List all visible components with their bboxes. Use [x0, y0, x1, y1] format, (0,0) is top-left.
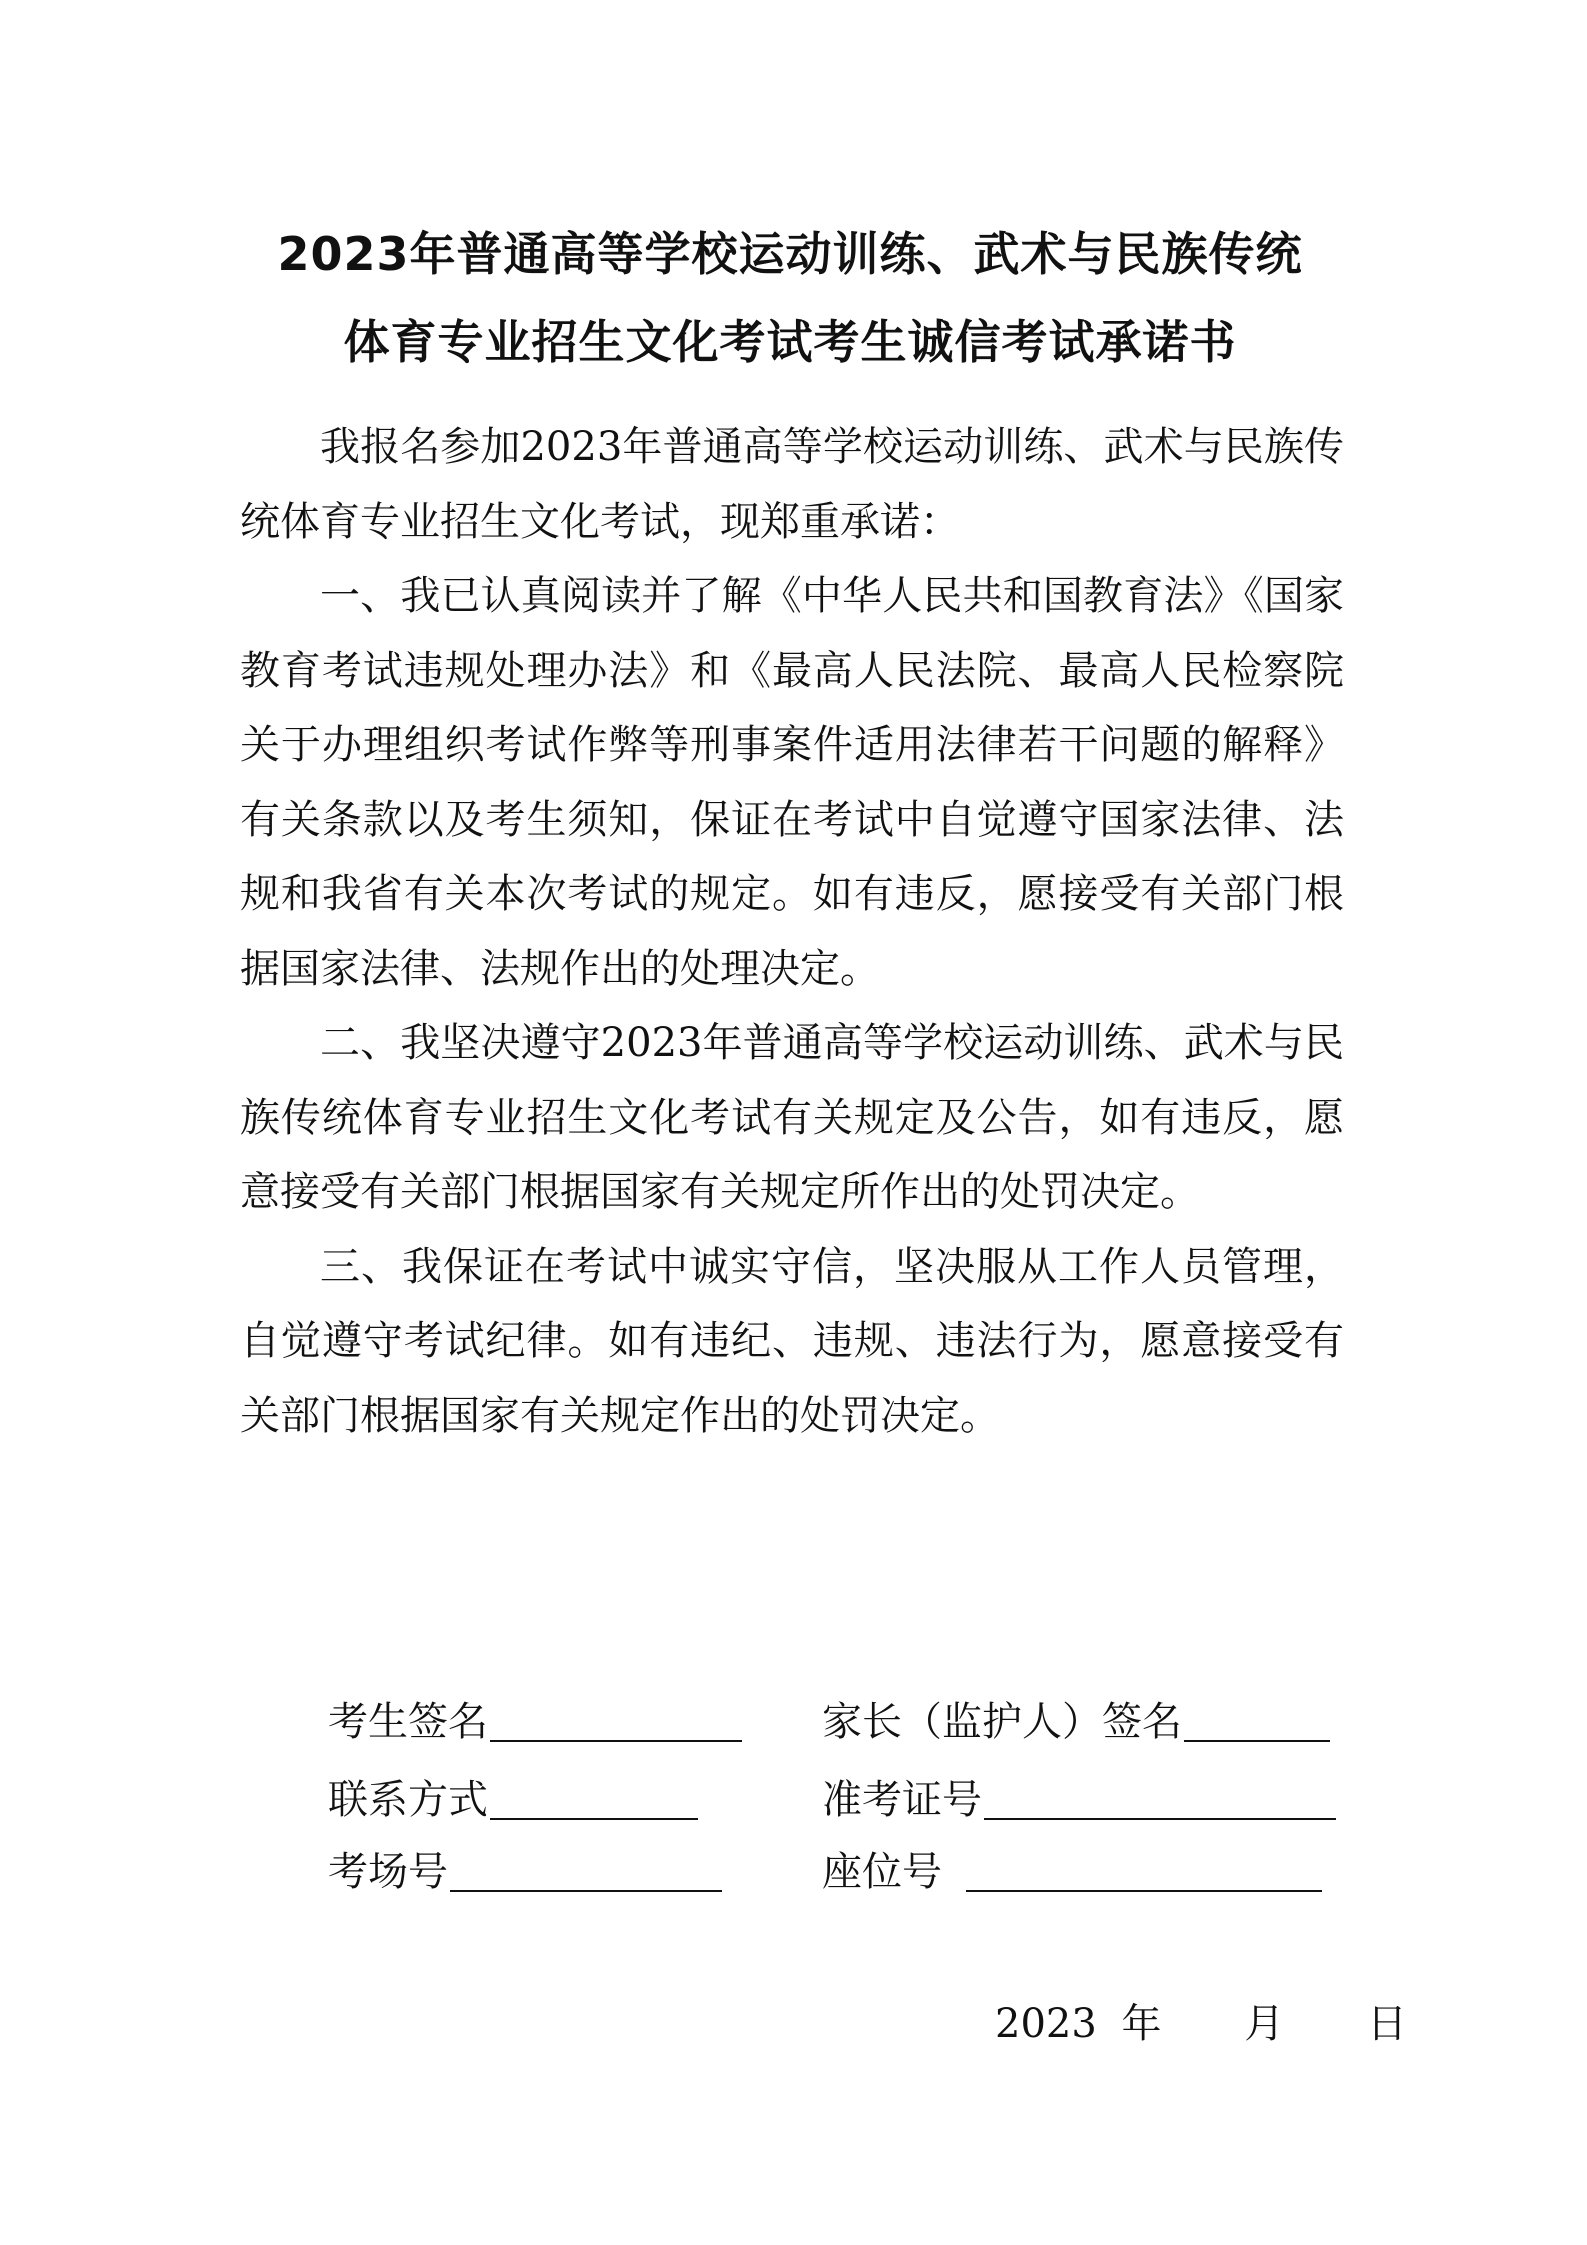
seat-number-line[interactable]: [966, 1850, 1322, 1892]
student-signature-label: 考生签名: [328, 1699, 488, 1745]
date-day-unit: 日: [1366, 2001, 1407, 2047]
parent-signature-field[interactable]: [822, 1699, 1330, 1745]
pledge-paragraph-1: 一、我已认真阅读并了解《中华人民共和国教育法》《国家教育考试违规处理办法》和《最高人民法院、最高人民检察院关于办理组织考试作弊等刑事案件适用法律若干问题的解释》有关条款以及考生须知，保证在考试中自觉遵守国家法律、法规和我省有关本次考试的规定。如有违反，愿接受有关部门根据国家法律、法规作出的处理决定。: [240, 573, 1344, 992]
document-title-line-2: 体育专业招生文化考试考生诚信考试承诺书: [343, 315, 1237, 369]
ticket-number-label: 准考证号: [822, 1777, 982, 1823]
date-line: [995, 1992, 1407, 2049]
document-title-line-1: 2023年普通高等学校运动训练、武术与民族传统: [277, 227, 1303, 281]
document-body: [240, 410, 1344, 1453]
exam-room-field[interactable]: [328, 1849, 722, 1895]
contact-label: 联系方式: [328, 1777, 488, 1823]
ticket-number-field[interactable]: [822, 1777, 1336, 1823]
date-year-unit: 年: [1121, 2001, 1162, 2047]
student-signature-line[interactable]: [490, 1700, 742, 1742]
parent-signature-label: 家长（监护人）签名: [822, 1699, 1182, 1745]
student-signature-field[interactable]: [328, 1699, 742, 1745]
intro-paragraph: 我报名参加2023年普通高等学校运动训练、武术与民族传统体育专业招生文化考试，现郑重承诺：: [240, 424, 1344, 545]
contact-line[interactable]: [490, 1778, 698, 1820]
contact-field[interactable]: [328, 1777, 698, 1823]
pledge-paragraph-3: 三、我保证在考试中诚实守信，坚决服从工作人员管理，自觉遵守考试纪律。如有违纪、违规、违法行为，愿意接受有关部门根据国家有关规定作出的处罚决定。: [240, 1243, 1344, 1439]
pledge-paragraph-2: 二、我坚决遵守2023年普通高等学校运动训练、武术与民族传统体育专业招生文化考试有关规定及公告，如有违反，愿意接受有关部门根据国家有关规定所作出的处罚决定。: [240, 1020, 1344, 1215]
parent-signature-line[interactable]: [1184, 1700, 1330, 1742]
seat-number-field[interactable]: [822, 1849, 1322, 1895]
exam-room-label: 考场号: [328, 1849, 448, 1895]
ticket-number-line[interactable]: [984, 1778, 1336, 1820]
exam-room-line[interactable]: [450, 1850, 722, 1892]
date-year: 2023: [995, 2001, 1097, 2047]
date-month-unit: 月: [1244, 2001, 1285, 2047]
seat-number-label: 座位号: [822, 1849, 942, 1895]
